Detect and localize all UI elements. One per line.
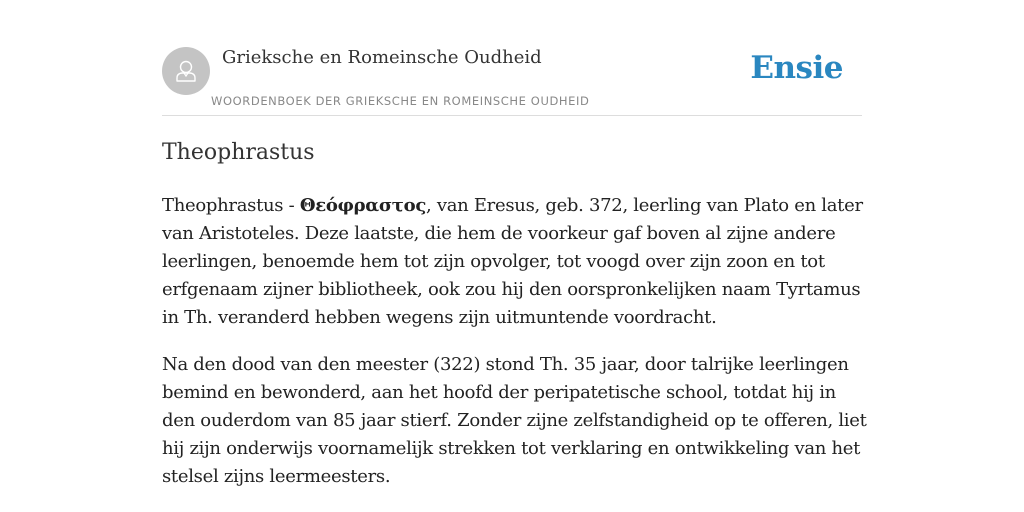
article-title: Theophrastus <box>162 140 315 165</box>
article-body <box>162 192 867 510</box>
user-icon <box>171 56 201 86</box>
article-paragraph <box>162 192 867 332</box>
source-title[interactable]: Grieksche en Romeinsche Oudheid <box>222 47 542 68</box>
term-separator: - <box>283 195 300 216</box>
source-subtitle: WOORDENBOEK DER GRIEKSCHE EN ROMEINSCHE OUDHEID <box>211 94 590 108</box>
article-paragraph: Na den dood van den meester (322) stond Th. 35 jaar, door talrijke leerlingen bemind en bewonderd, aan het hoofd der peripatetische school, totdat hij in den ouderdom van 85 jaar stierf. Zonder zijne zelfstandigheid op te offeren, liet hij zijn onderwijs voornamelijk strekken tot verklaring en ontwikkeling van het stelsel zijns leermeesters. <box>162 354 867 487</box>
brand-logo[interactable]: Ensie <box>750 50 843 86</box>
page-header <box>162 44 862 116</box>
source-avatar[interactable] <box>162 47 210 95</box>
paragraph-text: , van Eresus, geb. 372, leerling van Plato en later van Aristoteles. Deze laatste, die hem de voorkeur gaf boven al zijne andere leerlingen, benoemde hem tot zijn opvolger, tot voogd over zijn zoon en tot erfgenaam zijner bibliotheek, ook zou hij den oorspronkelijken naam Tyrtamus in Th. veranderd hebben wegens zijn uitmuntende voordracht. <box>162 195 863 328</box>
article-term: Theophrastus <box>162 195 284 216</box>
greek-term: Θεόφραστος <box>299 195 426 216</box>
